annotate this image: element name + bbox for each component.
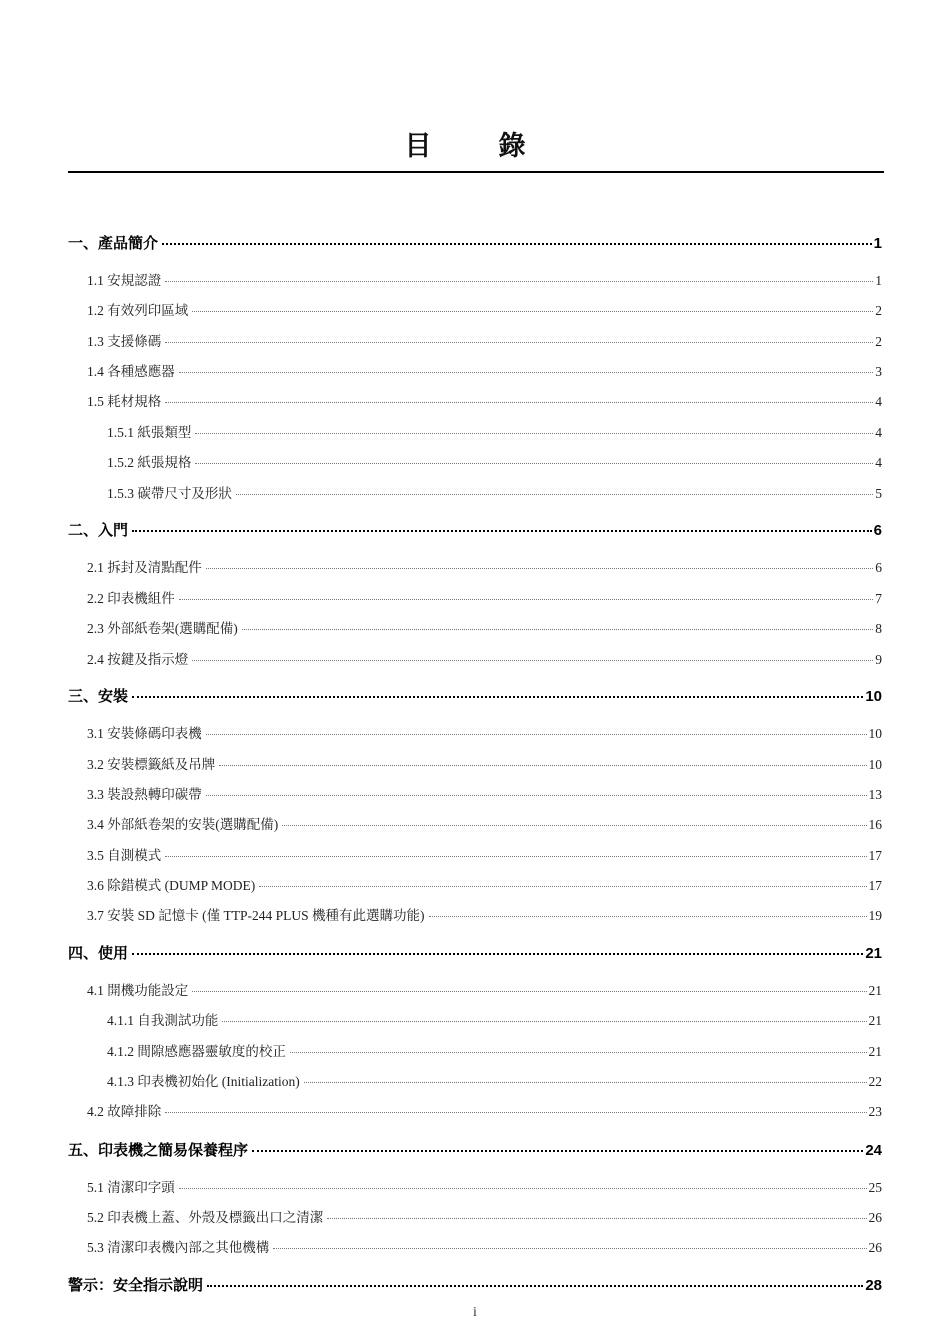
toc-entry [87, 360, 882, 380]
toc-entry [87, 844, 882, 864]
toc-entry [87, 1206, 882, 1226]
toc-entry-page: 25 [868, 1180, 882, 1195]
toc-entry [87, 1100, 882, 1120]
toc-entry-label: 1.1 安規認證 [87, 273, 162, 288]
toc-entry-page: 8 [875, 621, 882, 636]
toc-entry-page: 9 [875, 652, 882, 667]
toc-entry-page: 19 [868, 908, 882, 923]
toc-entry-label: 2.1 拆封及清點配件 [87, 560, 202, 575]
toc-entry-page: 26 [868, 1210, 882, 1225]
dot-leader [259, 886, 866, 887]
toc-entry-page: 1 [873, 235, 882, 252]
dot-leader [132, 953, 863, 955]
dot-leader [192, 660, 873, 661]
dot-leader [165, 856, 866, 857]
toc-entry [68, 1139, 882, 1160]
toc-entry-label: 一、產品簡介 [68, 235, 159, 252]
dot-leader [290, 1052, 867, 1053]
dot-leader [195, 433, 873, 434]
toc-entry-label: 4.1.2 間隙感應器靈敏度的校正 [107, 1044, 286, 1059]
toc-entry-page: 21 [868, 983, 882, 998]
toc-entry-label: 2.3 外部紙卷架(選購配備) [87, 621, 238, 636]
dot-leader [192, 311, 873, 312]
toc-entry [87, 979, 882, 999]
toc-entry-page: 28 [865, 1277, 882, 1294]
toc-entry-label: 2.4 按鍵及指示燈 [87, 652, 189, 667]
toc-entry-label: 五、印表機之簡易保養程序 [68, 1142, 249, 1159]
toc-entry-label: 1.3 支援條碼 [87, 334, 162, 349]
toc-entry-label: 三、安裝 [68, 688, 129, 705]
dot-leader [206, 568, 874, 569]
toc-entry [107, 451, 882, 471]
toc-entry [107, 421, 882, 441]
dot-leader [282, 825, 866, 826]
toc-entry-page: 6 [875, 560, 882, 575]
toc-entry-page: 24 [865, 1142, 882, 1159]
toc-entry-page: 4 [875, 425, 882, 440]
toc-entry-label: 二、入門 [68, 522, 129, 539]
toc-entry-label: 4.1.1 自我測試功能 [107, 1013, 219, 1028]
toc-entry-page: 13 [868, 787, 882, 802]
toc-entry [87, 390, 882, 410]
toc-entry-label: 4.2 故障排除 [87, 1104, 162, 1119]
toc-entry-page: 4 [875, 455, 882, 470]
toc-entry-label: 1.5.3 碳帶尺寸及形狀 [107, 486, 232, 501]
dot-leader [179, 372, 874, 373]
toc-entry-page: 17 [868, 878, 882, 893]
dot-leader [162, 243, 872, 245]
dot-leader [236, 494, 873, 495]
toc-entry-label: 5.3 清潔印表機內部之其他機構 [87, 1240, 270, 1255]
toc-entry-label: 3.1 安裝條碼印表機 [87, 726, 202, 741]
toc-entry-page: 23 [868, 1104, 882, 1119]
toc-entry [68, 942, 882, 963]
toc-entry [87, 783, 882, 803]
toc-entry-label: 警示：安全指示說明 [68, 1277, 204, 1294]
toc-entry-label: 4.1.3 印表機初始化 (Initialization) [107, 1074, 300, 1089]
toc-entry-label: 1.2 有效列印區域 [87, 303, 189, 318]
dot-leader [165, 281, 873, 282]
toc-entry-page: 21 [865, 945, 882, 962]
toc-entry-page: 17 [868, 848, 882, 863]
dot-leader [327, 1218, 866, 1219]
toc-entry-label: 3.4 外部紙卷架的安裝(選購配備) [87, 817, 279, 832]
toc-entry-label: 3.6 除錯模式 (DUMP MODE) [87, 878, 256, 893]
toc-entry [87, 722, 882, 742]
dot-leader [219, 765, 866, 766]
toc-entry [87, 813, 882, 833]
toc-entry-page: 1 [875, 273, 882, 288]
toc-entry-label: 四、使用 [68, 945, 129, 962]
page-title: 目 錄 [404, 131, 546, 162]
toc-entry-page: 2 [875, 303, 882, 318]
dot-leader [304, 1082, 867, 1083]
toc-entry [87, 330, 882, 350]
toc-entry [107, 1070, 882, 1090]
toc-entry-page: 10 [868, 757, 882, 772]
toc-entry [87, 299, 882, 319]
toc-entry-page: 21 [868, 1044, 882, 1059]
toc-entry-page: 3 [875, 364, 882, 379]
toc-entry-page: 5 [875, 486, 882, 501]
toc-entry-label: 4.1 開機功能設定 [87, 983, 189, 998]
toc-entry [87, 587, 882, 607]
toc-entry [68, 1274, 882, 1295]
dot-leader [132, 696, 863, 698]
toc-entry-page: 4 [875, 394, 882, 409]
toc-entry-label: 3.2 安裝標籤紙及吊牌 [87, 757, 216, 772]
dot-leader [242, 629, 874, 630]
toc-entry-page: 2 [875, 334, 882, 349]
dot-leader [273, 1248, 866, 1249]
dot-leader [206, 734, 867, 735]
dot-leader [429, 916, 867, 917]
dot-leader [192, 991, 866, 992]
dot-leader [207, 1285, 863, 1287]
toc-entry-label: 2.2 印表機組件 [87, 591, 175, 606]
toc-entry [87, 874, 882, 894]
toc-entry [87, 1176, 882, 1196]
dot-leader [252, 1150, 863, 1152]
toc-entry-page: 21 [868, 1013, 882, 1028]
toc-entry [107, 482, 882, 502]
toc-entry-page: 7 [875, 591, 882, 606]
toc-entry-label: 3.7 安裝 SD 記憶卡 (僅 TTP-244 PLUS 機種有此選購功能) [87, 908, 425, 923]
toc-entry-page: 16 [868, 817, 882, 832]
dot-leader [179, 1188, 867, 1189]
dot-leader [132, 530, 872, 532]
toc-entry [87, 648, 882, 668]
toc-entry-label: 1.5.1 紙張類型 [107, 425, 192, 440]
dot-leader [165, 342, 873, 343]
toc-entry-label: 5.2 印表機上蓋、外殼及標籤出口之清潔 [87, 1210, 324, 1225]
toc-entry-label: 5.1 清潔印字頭 [87, 1180, 175, 1195]
toc-entry-label: 1.5.2 紙張規格 [107, 455, 192, 470]
toc-entry-label: 1.4 各種感應器 [87, 364, 175, 379]
toc-entry [87, 904, 882, 924]
toc-entry [68, 685, 882, 706]
page-number: i [473, 1305, 477, 1320]
toc-entry-label: 3.3 裝設熱轉印碳帶 [87, 787, 202, 802]
dot-leader [222, 1021, 866, 1022]
toc-entry [87, 556, 882, 576]
toc-entry [107, 1009, 882, 1029]
toc-entry-page: 26 [868, 1240, 882, 1255]
toc-entry [68, 232, 882, 253]
toc-entry [68, 519, 882, 540]
dot-leader [165, 402, 873, 403]
toc-entry-page: 10 [868, 726, 882, 741]
toc-entry [87, 269, 882, 289]
dot-leader [165, 1112, 866, 1113]
dot-leader [206, 795, 867, 796]
toc-entry [107, 1040, 882, 1060]
toc-entry-page: 10 [865, 688, 882, 705]
dot-leader [179, 599, 874, 600]
toc-entry-label: 3.5 自測模式 [87, 848, 162, 863]
dot-leader [195, 463, 873, 464]
toc-entry [87, 617, 882, 637]
toc-entry-page: 6 [873, 522, 882, 539]
toc-entry-label: 1.5 耗材規格 [87, 394, 162, 409]
toc-entry [87, 1236, 882, 1256]
toc-entry [87, 753, 882, 773]
toc-entry-page: 22 [868, 1074, 882, 1089]
